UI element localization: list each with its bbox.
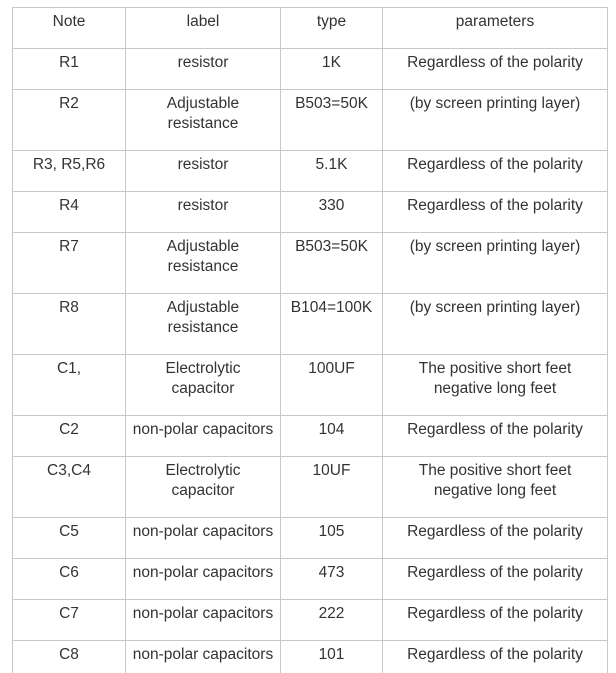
parameters-line: (by screen printing layer) <box>409 238 581 255</box>
cell-parameters <box>383 90 608 151</box>
label-line: capacitor <box>171 380 235 397</box>
table-row <box>13 192 608 233</box>
cell-note: C5 <box>13 518 126 559</box>
label-line: Adjustable <box>166 299 240 316</box>
table-row <box>13 233 608 294</box>
table-row <box>13 151 608 192</box>
parameters-line: Regardless of the polarity <box>407 54 583 71</box>
table-row <box>13 90 608 151</box>
cell-label <box>126 90 281 151</box>
label-line: resistor <box>177 156 229 173</box>
cell-type: 10UF <box>281 457 383 518</box>
cell-note: C1, <box>13 355 126 416</box>
cell-note: C7 <box>13 600 126 641</box>
table-row <box>13 49 608 90</box>
cell-type: B104=100K <box>281 294 383 355</box>
cell-parameters <box>383 559 608 600</box>
cell-label <box>126 233 281 294</box>
label-line: capacitor <box>171 482 235 499</box>
cell-note: R8 <box>13 294 126 355</box>
table-row <box>13 457 608 518</box>
table-row <box>13 518 608 559</box>
cell-parameters <box>383 600 608 641</box>
table-row <box>13 641 608 673</box>
label-line: non-polar capacitors <box>132 421 274 438</box>
cell-type: 104 <box>281 416 383 457</box>
label-line: non-polar capacitors <box>132 605 274 622</box>
parameters-line: negative long feet <box>433 380 557 397</box>
cell-note: R1 <box>13 49 126 90</box>
cell-label <box>126 151 281 192</box>
cell-label <box>126 518 281 559</box>
label-line: Electrolytic <box>165 462 241 479</box>
label-line: non-polar capacitors <box>132 523 274 540</box>
cell-parameters <box>383 518 608 559</box>
cell-type: 1K <box>281 49 383 90</box>
cell-label <box>126 600 281 641</box>
label-line: resistance <box>167 115 239 132</box>
label-line: Electrolytic <box>165 360 241 377</box>
parameters-line: (by screen printing layer) <box>409 95 581 112</box>
label-line: Adjustable <box>166 95 240 112</box>
cell-note: C6 <box>13 559 126 600</box>
table-row <box>13 355 608 416</box>
cell-note: R2 <box>13 90 126 151</box>
cell-label <box>126 416 281 457</box>
header-parameters: parameters <box>383 8 608 49</box>
parameters-line: Regardless of the polarity <box>407 605 583 622</box>
parameters-line: Regardless of the polarity <box>407 646 583 663</box>
cell-type: 105 <box>281 518 383 559</box>
cell-note: C2 <box>13 416 126 457</box>
header-row <box>13 8 608 49</box>
table-row <box>13 600 608 641</box>
cell-parameters <box>383 192 608 233</box>
header-note: Note <box>13 8 126 49</box>
parameters-line: (by screen printing layer) <box>409 299 581 316</box>
cell-type: 5.1K <box>281 151 383 192</box>
cell-label <box>126 355 281 416</box>
cell-parameters <box>383 641 608 673</box>
parameters-line: Regardless of the polarity <box>407 564 583 581</box>
cell-type: 100UF <box>281 355 383 416</box>
table-body <box>13 49 608 673</box>
parameters-line: The positive short feet <box>418 360 572 377</box>
cell-note: C8 <box>13 641 126 673</box>
cell-parameters <box>383 49 608 90</box>
header-label: label <box>126 8 281 49</box>
cell-label <box>126 559 281 600</box>
cell-parameters <box>383 233 608 294</box>
table-row <box>13 294 608 355</box>
parameters-line: Regardless of the polarity <box>407 197 583 214</box>
cell-label <box>126 49 281 90</box>
cell-type: B503=50K <box>281 233 383 294</box>
parameters-line: Regardless of the polarity <box>407 156 583 173</box>
cell-label <box>126 641 281 673</box>
label-line: non-polar capacitors <box>132 564 274 581</box>
label-line: resistance <box>167 258 239 275</box>
cell-type: B503=50K <box>281 90 383 151</box>
parameters-line: negative long feet <box>433 482 557 499</box>
cell-type: 330 <box>281 192 383 233</box>
parameters-line: Regardless of the polarity <box>407 421 583 438</box>
label-line: resistor <box>177 54 229 71</box>
cell-note: R7 <box>13 233 126 294</box>
component-table <box>12 7 608 673</box>
table-row <box>13 559 608 600</box>
cell-type: 473 <box>281 559 383 600</box>
label-line: non-polar capacitors <box>132 646 274 663</box>
cell-type: 222 <box>281 600 383 641</box>
cell-type: 101 <box>281 641 383 673</box>
parameters-line: The positive short feet <box>418 462 572 479</box>
table-row <box>13 416 608 457</box>
cell-label <box>126 294 281 355</box>
cell-note: R4 <box>13 192 126 233</box>
label-line: Adjustable <box>166 238 240 255</box>
header-type: type <box>281 8 383 49</box>
cell-note: R3, R5,R6 <box>13 151 126 192</box>
cell-label <box>126 457 281 518</box>
cell-parameters <box>383 151 608 192</box>
label-line: resistance <box>167 319 239 336</box>
cell-parameters <box>383 457 608 518</box>
cell-parameters <box>383 355 608 416</box>
cell-parameters <box>383 294 608 355</box>
cell-parameters <box>383 416 608 457</box>
cell-label <box>126 192 281 233</box>
label-line: resistor <box>177 197 229 214</box>
cell-note: C3,C4 <box>13 457 126 518</box>
parameters-line: Regardless of the polarity <box>407 523 583 540</box>
